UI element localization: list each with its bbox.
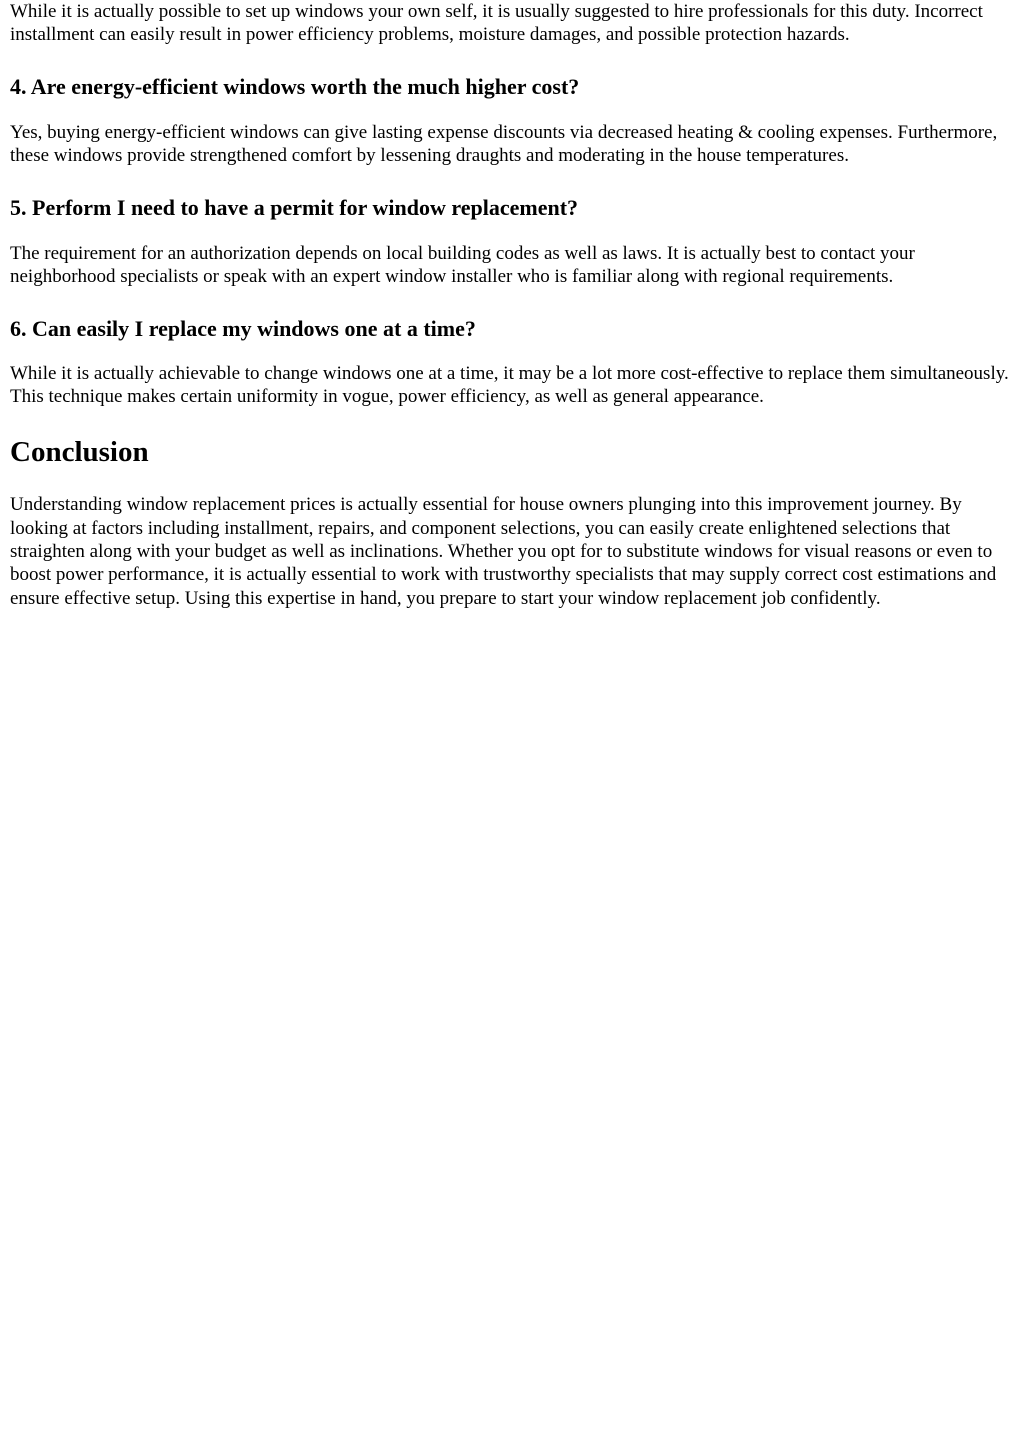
faq-answer-6-paragraph: While it is actually achievable to change windows one at a time, it may be a lot more cost-effective to replace them simultaneously. This technique makes certain uniformity in vogue, power efficiency, as well as general appearance. (10, 362, 1009, 408)
intro-paragraph: While it is actually possible to set up windows your own self, it is usually suggested to hire professionals for this duty. Incorrect installment can easily result in power efficiency problems, moisture damages, and possible protection hazards. (10, 1, 983, 46)
faq-question-4-heading: 4. Are energy-efficient windows worth the much higher cost? (10, 73, 580, 99)
faq-question-6-heading: 6. Can easily I replace my windows one at a time? (10, 315, 476, 341)
conclusion-paragraph: Understanding window replacement prices is actually essential for house owners plunging into this improvement journey. By looking at factors including installment, repairs, and component selections, you can easily create enlightened selections that straighten along with your budget as well as inclinations. Whether you opt for to substitute windows for visual reasons or even to boost power performance, it is actually essential to work with trustworthy specialists that may supply correct cost estimations and ensure effective setup. Using this expertise in hand, you prepare to start your window replacement job confidently. (10, 494, 997, 609)
faq-answer-4-paragraph: Yes, buying energy-efficient windows can give lasting expense discounts via decreased heating & cooling expenses. Furthermore, these windows provide strengthened comfort by lessening draughts and moderating in the house temperatures. (10, 121, 998, 166)
faq-question-5-heading: 5. Perform I need to have a permit for window replacement? (10, 195, 579, 221)
faq-answer-5-paragraph: The requirement for an authorization depends on local building codes as well as laws. It is actually best to contact your neighborhood specialists or speak with an expert window installer who is familiar along with regional requirements. (10, 243, 915, 288)
conclusion-heading: Conclusion (10, 436, 149, 469)
article-body (0, 0, 1024, 610)
